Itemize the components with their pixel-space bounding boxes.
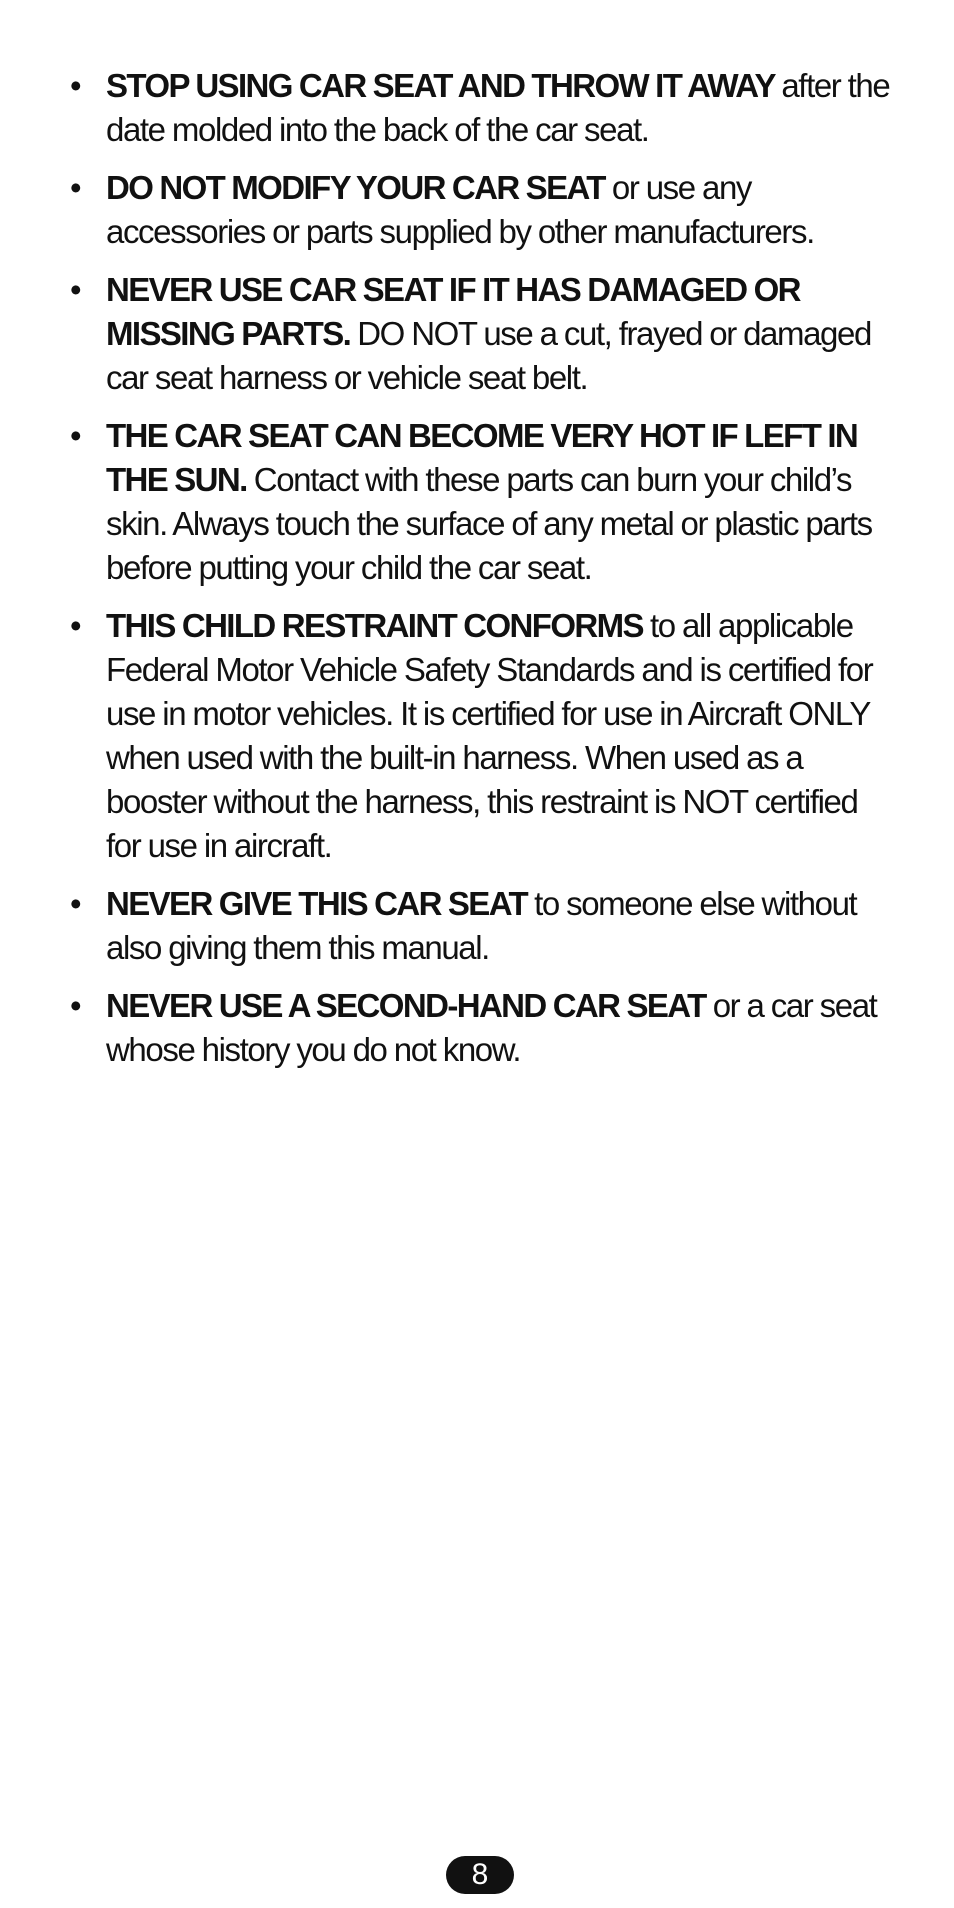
bullet: • (70, 885, 81, 922)
bullet: • (70, 271, 81, 308)
bullet: • (70, 67, 81, 104)
warning-text: DO NOT use a cut, frayed or damaged car seat harness or vehicle seat belt. (106, 315, 871, 396)
warning-lead: THIS CHILD RESTRAINT CONFORMS (106, 607, 650, 644)
warning-text: or a car seat whose history you do not know. (106, 987, 877, 1068)
warning-lead: THE CAR SEAT CAN BECOME VERY HOT IF LEFT IN THE SUN. (106, 417, 858, 498)
warning-item (68, 984, 898, 1072)
warning-text: to all applicable Federal Motor Vehicle Safety Standards and is certified for use in motor vehicles. It is certified for use in Aircraft ONLY when used with the built-in harness. When used as a booster without the harness, this restraint is NOT certified for use in aircraft. (106, 607, 873, 864)
warning-list (68, 64, 898, 1086)
bullet: • (70, 987, 81, 1024)
warning-item (68, 604, 898, 868)
warning-lead: STOP USING CAR SEAT AND THROW IT AWAY (106, 67, 782, 104)
warning-item (68, 268, 898, 400)
warning-lead: NEVER GIVE THIS CAR SEAT (106, 885, 535, 922)
warning-text: or use any accessories or parts supplied by other manufacturers. (106, 169, 814, 250)
bullet: • (70, 607, 81, 644)
warning-item (68, 64, 898, 152)
warning-item (68, 166, 898, 254)
warning-text: after the date molded into the back of the car seat. (106, 67, 890, 148)
warning-lead: NEVER USE A SECOND-HAND CAR SEAT (106, 987, 713, 1024)
page-number-badge: 8 (446, 1856, 514, 1894)
warning-lead: NEVER USE CAR SEAT IF IT HAS DAMAGED OR MISSING PARTS. (106, 271, 800, 352)
bullet: • (70, 169, 81, 206)
warning-text: to someone else without also giving them this manual. (106, 885, 857, 966)
warning-lead: DO NOT MODIFY YOUR CAR SEAT (106, 169, 612, 206)
warning-item (68, 882, 898, 970)
warning-item (68, 414, 898, 590)
warning-text: Contact with these parts can burn your child’s skin. Always touch the surface of any metal or plastic parts before putting your child the car seat. (106, 461, 872, 586)
bullet: • (70, 417, 81, 454)
